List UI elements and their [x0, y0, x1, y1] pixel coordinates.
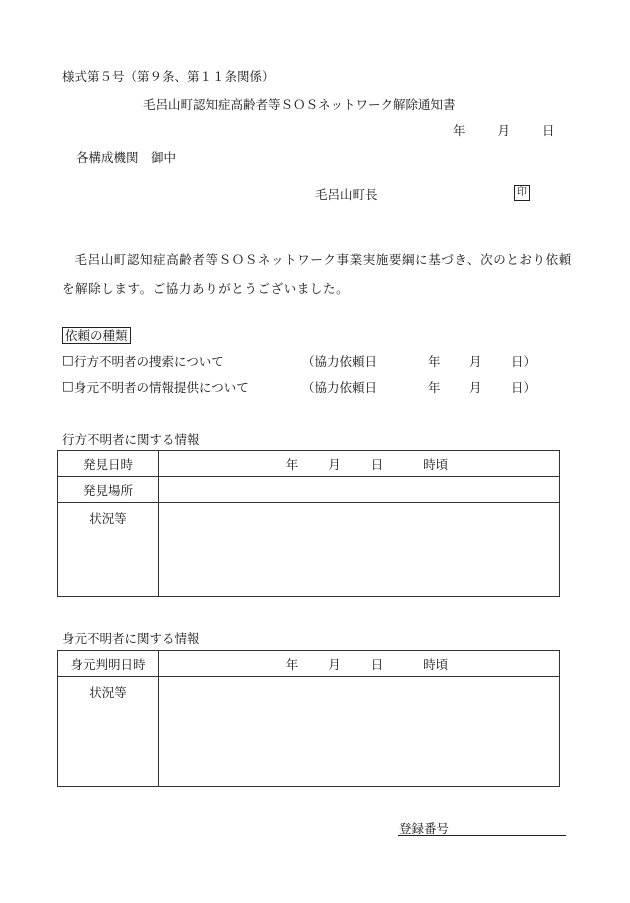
missing-status-label: 状況等	[58, 503, 159, 597]
checkbox-identity[interactable]: □	[62, 378, 74, 393]
found-year: 年	[285, 456, 299, 472]
identified-year: 年	[285, 656, 299, 672]
date-year: 年	[453, 123, 466, 138]
unidentified-info-table	[57, 650, 560, 787]
form-number: 様式第５号（第９条、第１１条関係）	[62, 69, 275, 84]
date-month: 月	[497, 123, 511, 138]
date-day: 日	[542, 123, 555, 138]
table-row	[58, 503, 560, 597]
table-row	[58, 477, 560, 503]
identified-datetime-field[interactable]	[159, 651, 560, 677]
unidentified-section-heading: 身元不明者に関する情報	[62, 631, 200, 646]
found-month: 月	[328, 456, 341, 472]
found-time: 時頃	[423, 456, 449, 472]
found-place-field[interactable]	[159, 477, 560, 503]
coop-date-month: 月	[469, 354, 482, 369]
registration-label: 登録番号	[399, 821, 450, 836]
coop-date-label: （協力依頼日	[302, 380, 378, 395]
identified-datetime-label: 身元判明日時	[58, 651, 159, 677]
identified-time: 時頃	[423, 656, 449, 672]
unidentified-status-field[interactable]	[159, 677, 560, 787]
seal-mark: 印	[514, 185, 530, 201]
found-datetime-label: 発見日時	[58, 451, 159, 477]
identified-day: 日	[370, 656, 384, 672]
request-item-identity[interactable]	[62, 378, 562, 396]
coop-date-label: （協力依頼日	[302, 354, 378, 369]
date-line	[453, 121, 555, 139]
request-item-search-label: 行方不明者の捜索について	[74, 354, 224, 369]
identified-month: 月	[328, 656, 341, 672]
coop-date-year: 年	[428, 354, 441, 369]
coop-date-month: 月	[469, 380, 482, 395]
coop-date-year: 年	[428, 380, 441, 395]
request-item-identity-label: 身元不明者の情報提供について	[74, 380, 249, 395]
table-row	[58, 651, 560, 677]
document-title: 毛呂山町認知症高齢者等ＳＯＳネットワーク解除通知書	[143, 97, 456, 112]
table-row	[58, 451, 560, 477]
missing-section-heading: 行方不明者に関する情報	[62, 432, 200, 447]
body-paragraph: 毛呂山町認知症高齢者等ＳＯＳネットワーク事業実施要綱に基づき、次のとおり依頼を解除します。ご協力ありがとうございました。	[62, 252, 572, 296]
found-place-label: 発見場所	[58, 477, 159, 503]
coop-date-day: 日）	[511, 380, 537, 395]
found-day: 日	[370, 456, 384, 472]
request-type-label: 依頼の種類	[62, 327, 131, 344]
addressee: 各構成機関 御中	[76, 150, 177, 165]
registration-number-field[interactable]	[398, 835, 566, 836]
request-type-heading	[62, 326, 131, 344]
missing-status-field[interactable]	[159, 503, 560, 597]
unidentified-status-label: 状況等	[58, 677, 159, 787]
request-item-search[interactable]	[62, 352, 562, 370]
found-datetime-field[interactable]	[159, 451, 560, 477]
missing-info-table	[57, 450, 560, 597]
checkbox-search[interactable]: □	[62, 352, 74, 367]
table-row	[58, 677, 560, 787]
coop-date-day: 日）	[511, 354, 537, 369]
sender: 毛呂山町長	[315, 187, 378, 202]
